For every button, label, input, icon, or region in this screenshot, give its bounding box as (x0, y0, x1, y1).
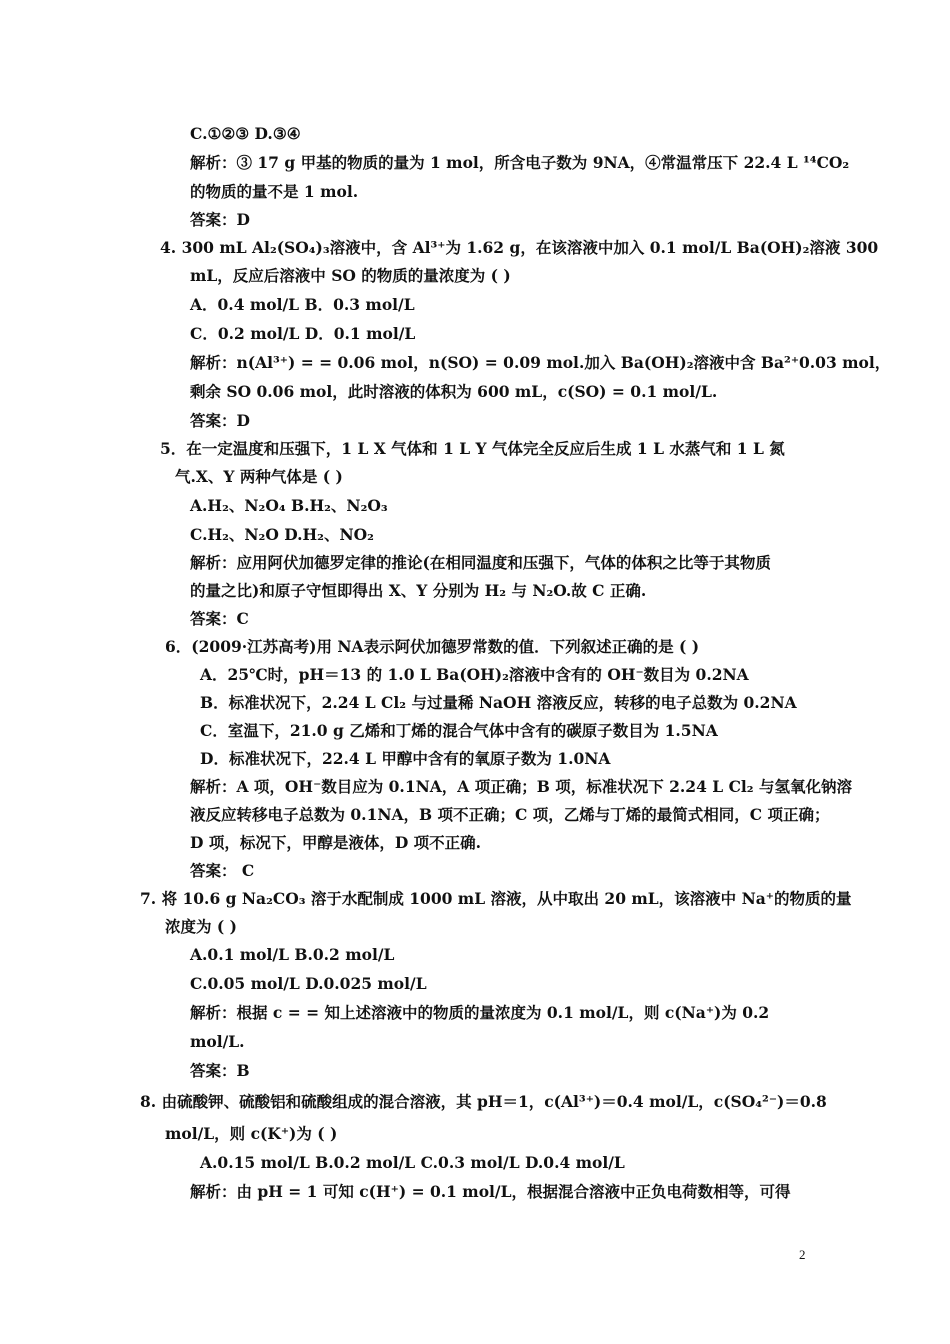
text-line: 8. 由硫酸钾、硫酸铝和硫酸组成的混合溶液，其 pH＝1，c(Al³⁺)＝0.4 mol/L，c(SO₄²⁻)＝0.8 (140, 1092, 827, 1111)
text-line: 答案：B (190, 1061, 250, 1080)
text-line: 4. 300 mL Al₂(SO₄)₃溶液中，含 Al³⁺为 1.62 g，在该溶液中加入 0.1 mol/L Ba(OH)₂溶液 300 (160, 238, 879, 257)
text-line: 解析：A 项，OH⁻数目应为 0.1NA，A 项正确；B 项，标准状况下 2.24 L Cl₂ 与氢氧化钠溶 (190, 777, 852, 796)
text-line: 液反应转移电子总数为 0.1NA，B 项不正确；C 项，乙烯与丁烯的最简式相同，C 项正确； (190, 805, 830, 824)
text-line: A．25℃时，pH＝13 的 1.0 L Ba(OH)₂溶液中含有的 OH⁻数目为 0.2NA (200, 665, 749, 684)
text-line: 剩余 SO 0.06 mol，此时溶液的体积为 600 mL，c(SO) = 0.1 mol/L. (190, 382, 718, 401)
text-line: A.H₂、N₂O₄ B.H₂、N₂O₃ (190, 496, 388, 515)
text-line: 浓度为 ( ) (165, 917, 237, 936)
text-line: 答案： C (190, 861, 255, 880)
text-line: 解析：③ 17 g 甲基的物质的量为 1 mol，所含电子数为 9NA，④常温常压下 22.4 L ¹⁴CO₂ (190, 153, 850, 172)
text-line: D 项，标况下，甲醇是液体，D 项不正确. (190, 833, 482, 852)
text-line: 6．(2009·江苏高考)用 NA表示阿伏加德罗常数的值．下列叙述正确的是 ( ) (165, 637, 700, 656)
text-line: A.0.15 mol/L B.0.2 mol/L C.0.3 mol/L D.0.4 mol/L (200, 1153, 625, 1172)
text-line: 的物质的量不是 1 mol. (190, 182, 359, 201)
text-line: 答案：D (190, 210, 250, 229)
text-line: A．0.4 mol/L B．0.3 mol/L (190, 295, 415, 314)
text-line: 答案：C (190, 609, 249, 628)
text-line: C.0.05 mol/L D.0.025 mol/L (190, 974, 427, 993)
text-line: D．标准状况下，22.4 L 甲醇中含有的氧原子数为 1.0NA (200, 749, 611, 768)
text-line: A.0.1 mol/L B.0.2 mol/L (190, 945, 395, 964)
text-line: 解析：根据 c = = 知上述溶液中的物质的量浓度为 0.1 mol/L，则 c(Na⁺)为 0.2 (190, 1003, 770, 1022)
text-line: C.①②③ D.③④ (190, 124, 301, 143)
text-line: mL，反应后溶液中 SO 的物质的量浓度为 ( ) (190, 266, 511, 285)
text-line: mol/L. (190, 1032, 245, 1051)
text-line: 气.X、Y 两种气体是 ( ) (175, 467, 343, 486)
text-line: 答案：D (190, 411, 250, 430)
text-line: 7. 将 10.6 g Na₂CO₃ 溶于水配制成 1000 mL 溶液，从中取出 20 mL，该溶液中 Na⁺的物质的量 (140, 889, 852, 908)
text-line: 解析：n(Al³⁺) = = 0.06 mol，n(SO) = 0.09 mol.加入 Ba(OH)₂溶液中含 Ba²⁺0.03 mol， (190, 353, 891, 372)
text-line: 解析：由 pH = 1 可知 c(H⁺) = 0.1 mol/L，根据混合溶液中正负电荷数相等，可得 (190, 1182, 791, 1201)
text-line: C．室温下，21.0 g 乙烯和丁烯的混合气体中含有的碳原子数目为 1.5NA (200, 721, 718, 740)
text-line: 解析：应用阿伏加德罗定律的推论(在相同温度和压强下，气体的体积之比等于其物质 (190, 553, 771, 572)
text-line: 5．在一定温度和压强下，1 L X 气体和 1 L Y 气体完全反应后生成 1 L 水蒸气和 1 L 氮 (160, 439, 785, 458)
page-number: 2 (799, 1247, 806, 1262)
text-line: 的量之比)和原子守恒即得出 X、Y 分别为 H₂ 与 N₂O.故 C 正确. (190, 581, 647, 600)
text-line: C.H₂、N₂O D.H₂、NO₂ (190, 525, 374, 544)
text-line: mol/L，则 c(K⁺)为 ( ) (165, 1124, 338, 1143)
text-line: B．标准状况下，2.24 L Cl₂ 与过量稀 NaOH 溶液反应，转移的电子总数为 0.2NA (200, 693, 797, 712)
text-line: C．0.2 mol/L D．0.1 mol/L (190, 324, 416, 343)
